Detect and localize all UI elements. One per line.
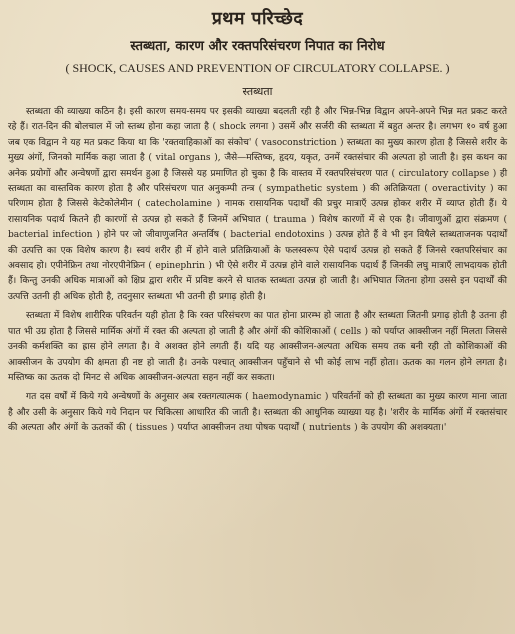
paragraph-1: स्तब्धता की व्याख्या कठिन है। इसी कारण समय-समय पर इसकी व्याख्या बदलती रही है और भिन्न-भिन्न विद्वान अपने-अपने भिन्न मत प्रकट करते रहे हैं। रात-दिन की बोलचाल में जो स्तब्ध होना कहा जाता है ( shock लगना ) उसमें और सर्जरी की स्तब्धता में बहुत अन्तर है। लगभग १० वर्ष हुआ जब एक विद्वान ने यह मत प्रकट किया था कि 'रक्तवाहिकाओं का संकोच' ( vasoconstriction ) स्तब्धता का मुख्य कारण होता है जिससे शरीर के मुख्य अंगों, जिनको मार्मिक कहा जाता है ( vital organs ), जैसे—मस्तिष्क, हृदय, यकृत, उनमें रक्तसंचार की अल्पता हो जाती है। इस कथन का अनेक प्रयोगों और अन्वेषणों द्वारा समर्थन हुआ है जिससे यह प्रमाणित हो चुका है कि वास्तव में रक्तपरिसंचरण पात ( circulatory collapse ) ही स्तब्धता का वास्तविक कारण होता है और परिसंचरण पात अनुकम्पी तन्त्र ( sympathetic system ) की अतिक्रियता ( overactivity ) का परिणाम होता है जिससे केटेकोलेमीन ( catecholamine ) नामक रासायनिक पदार्थों की प्रचुर मात्राएँ उत्पन्न होकर शरीर में व्याप्त होती हैं। ये रासायनिक पदार्थ कितने ही कारणों से उत्पन्न हो सकते हैं जिनमें अभिघात ( trauma ) विशेष कारणों में से एक है। जीवाणुओं द्वारा संक्रमण ( bacterial infection ) होने पर जो जीवाणुजनित अन्तर्विष ( bacterial endotoxins ) उत्पन्न होते हैं वे भी इन विषैले स्तब्धताजनक पदार्थों की उत्पत्ति का एक विशेष कारण है। स्वयं शरीर ही में होने वाले प्रतिक्रियाओं के फलस्वरूप ऐसे पदार्थ उत्पन्न हो सकते हैं जिनसे रक्तपरिसंचार का अवसाद हो। एपीनेफ्रिन तथा नोरएपीनेफ्रिन ( epinephrin ) भी ऐसे शरीर में उत्पन्न होने वाले रासायनिक पदार्थ हैं जिनकी लघु मात्राएँ लाभदायक होती हैं। किन्तु उनकी अधिक मात्राओं को क्षिप्र द्वारा शरीर में प्रविष्ट करने से घातक स्तब्धता उत्पन्न हो जाती है। अभिघात जितना होगा उससे इन पदार्थों की उत्पत्ति उतनी ही अधिक होती है, तदनुसार स्तब्धता भी उतनी ही प्रगाढ़ होती है। [8, 107, 507, 302]
main-heading: स्तब्धता, कारण और रक्तपरिसंचरण निपात का निरोध [130, 39, 385, 54]
paragraph-2: स्तब्धता में विशेष शारीरिक परिवर्तन यही होता है कि रक्त परिसंचरण का पात होना प्रारम्भ हो जाता है और स्तब्धता जितनी प्रगाढ़ होती है उतना ही पात भी उग्र होता है जिससे मार्मिक अंगों में रक्त की अल्पता हो जाती है और अंगों की कोशिकाओं ( cells ) को पर्याप्त आक्सीजन नहीं मिलता जिससे उनकी कर्मशक्ति का ह्रास होने लगता है। वे अशक्त होने लगती हैं। यदि यह आक्सीजन-अल्पता अधिक समय तक बनी रही तो कोशिकाओं की आक्सीजन के उपयोग की क्षमता ही नष्ट हो जाती है। उनके पश्चात् आक्सीजन पहुँचाने से भी कोई लाभ नहीं होता। ऊतक का गलन होने लगता है। मस्तिष्क का ऊतक दो मिनट से अधिक आक्सीजन-अल्पता सहन नहीं कर सकता। [8, 311, 507, 383]
chapter-title: प्रथम परिच्छेद [211, 9, 304, 29]
section-heading: स्तब्धता [242, 85, 273, 98]
english-heading: ( SHOCK, CAUSES AND PREVENTION OF CIRCULATORY COLLAPSE. ) [65, 61, 450, 75]
paragraph-3: गत दस वर्षों में किये गये अन्वेषणों के अनुसार अब रक्तगत्यात्मक ( haemodynamic ) परिवर्तनों को ही स्तब्धता का मुख्य कारण माना जाता है और उसी के अनुसार किये गये निदान पर चिकित्सा आधारित की जाती है। स्तब्धता की आधुनिक व्याख्या यह है। 'शरीर के मार्मिक अंगों में रक्तसंचार की अल्पता और अंगों के ऊतकों की ( tissues ) पर्याप्त आक्सीजन तथा पोषक पदार्थों ( nutrients ) के उपयोग की अशक्यता।' [8, 392, 507, 434]
